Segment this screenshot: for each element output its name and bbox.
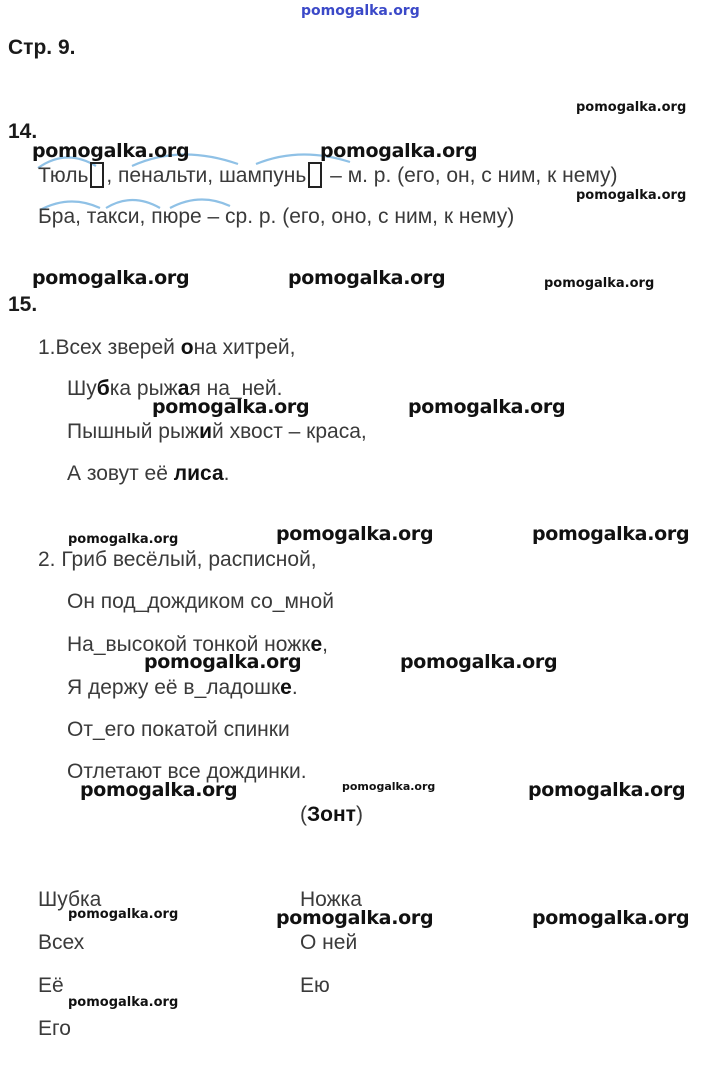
word-tul: Тюль: [38, 164, 89, 187]
list-item: Ножка: [300, 888, 362, 911]
riddle2-line-2: Он под_дождиком со_мной: [67, 590, 334, 613]
watermark: pomogalka.org: [320, 140, 478, 162]
paren: ): [355, 803, 363, 826]
words-middle: , пенальти, шампунь: [106, 164, 307, 187]
watermark: pomogalka.org: [288, 267, 446, 289]
watermark: pomogalka.org: [144, 651, 302, 673]
list-item: Её: [38, 974, 64, 997]
exercise-number: 14.: [8, 120, 38, 143]
text: 1.Всех зверей: [38, 336, 181, 359]
text: ,: [322, 633, 328, 656]
list-item: Шубка: [38, 888, 102, 911]
highlighted-letter: е: [280, 676, 292, 699]
highlighted-letter: б: [96, 377, 110, 400]
watermark: pomogalka.org: [408, 396, 566, 418]
riddle1-line-3: [67, 420, 367, 444]
text: я на_ней.: [189, 377, 283, 400]
text: Пышный рыж: [67, 420, 200, 443]
watermark: pomogalka.org: [32, 267, 190, 289]
riddle2-line-5: От_его покатой спинки: [67, 718, 290, 741]
riddle2-line-1: 2. Гриб весёлый, расписной,: [38, 548, 317, 571]
text: На_высокой тонкой ножк: [67, 633, 311, 656]
watermark: pomogalka.org: [544, 276, 655, 291]
watermark: pomogalka.org: [152, 396, 310, 418]
text: А зовут её: [67, 462, 174, 485]
text: Шу: [67, 377, 97, 400]
riddle1-line-4: [67, 462, 229, 486]
watermark: pomogalka.org: [400, 651, 558, 673]
ending-box: [90, 162, 104, 188]
watermark: pomogalka.org: [528, 779, 686, 801]
watermark: pomogalka.org: [301, 3, 420, 19]
riddle2-line-6: Отлетают все дождинки.: [67, 760, 307, 783]
highlighted-letter: о: [180, 336, 194, 359]
gender-note: – м. р. (его, он, с ним, к нему): [324, 164, 618, 187]
answer-word: Зонт: [307, 803, 356, 826]
riddle2-answer: [300, 803, 363, 827]
text: .: [291, 676, 298, 699]
riddle1-line-2: [67, 377, 282, 401]
watermark: pomogalka.org: [276, 907, 434, 929]
watermark: pomogalka.org: [32, 140, 190, 162]
list-item: Всех: [38, 931, 85, 954]
syllable-arcs: [0, 0, 718, 240]
text: .: [223, 462, 230, 485]
exercise-number: 15.: [8, 293, 38, 316]
watermark: pomogalka.org: [68, 907, 179, 922]
list-item: Ею: [300, 974, 330, 997]
list-item: О ней: [300, 931, 358, 954]
watermark: pomogalka.org: [532, 523, 690, 545]
highlighted-letter: и: [199, 420, 213, 443]
text: ка рыж: [109, 377, 178, 400]
ending-box: [308, 162, 322, 188]
list-item: Его: [38, 1017, 71, 1040]
watermark: pomogalka.org: [80, 779, 238, 801]
ex14-line-2: Бра, такси, пюре – ср. р. (его, оно, с ним, к нему): [38, 205, 515, 228]
watermark: pomogalka.org: [576, 100, 687, 115]
highlighted-letter: а: [177, 377, 190, 400]
ex14-line-1: [38, 162, 618, 188]
highlighted-letter: е: [310, 633, 323, 656]
text: й хвост – краса,: [212, 420, 367, 443]
answer-word: лиса: [173, 462, 224, 485]
watermark: pomogalka.org: [68, 532, 179, 547]
page-title: Стр. 9.: [8, 36, 76, 59]
riddle2-line-4: [67, 676, 298, 700]
watermark: pomogalka.org: [342, 780, 436, 793]
watermark: pomogalka.org: [276, 523, 434, 545]
paren: (: [300, 803, 307, 826]
text: Я держу её в_ладошк: [67, 676, 281, 699]
riddle2-line-3: [67, 633, 328, 657]
watermark: pomogalka.org: [576, 188, 687, 203]
riddle1-line-1: [38, 336, 295, 360]
watermark: pomogalka.org: [532, 907, 690, 929]
watermark: pomogalka.org: [68, 995, 179, 1010]
text: на хитрей,: [193, 336, 296, 359]
